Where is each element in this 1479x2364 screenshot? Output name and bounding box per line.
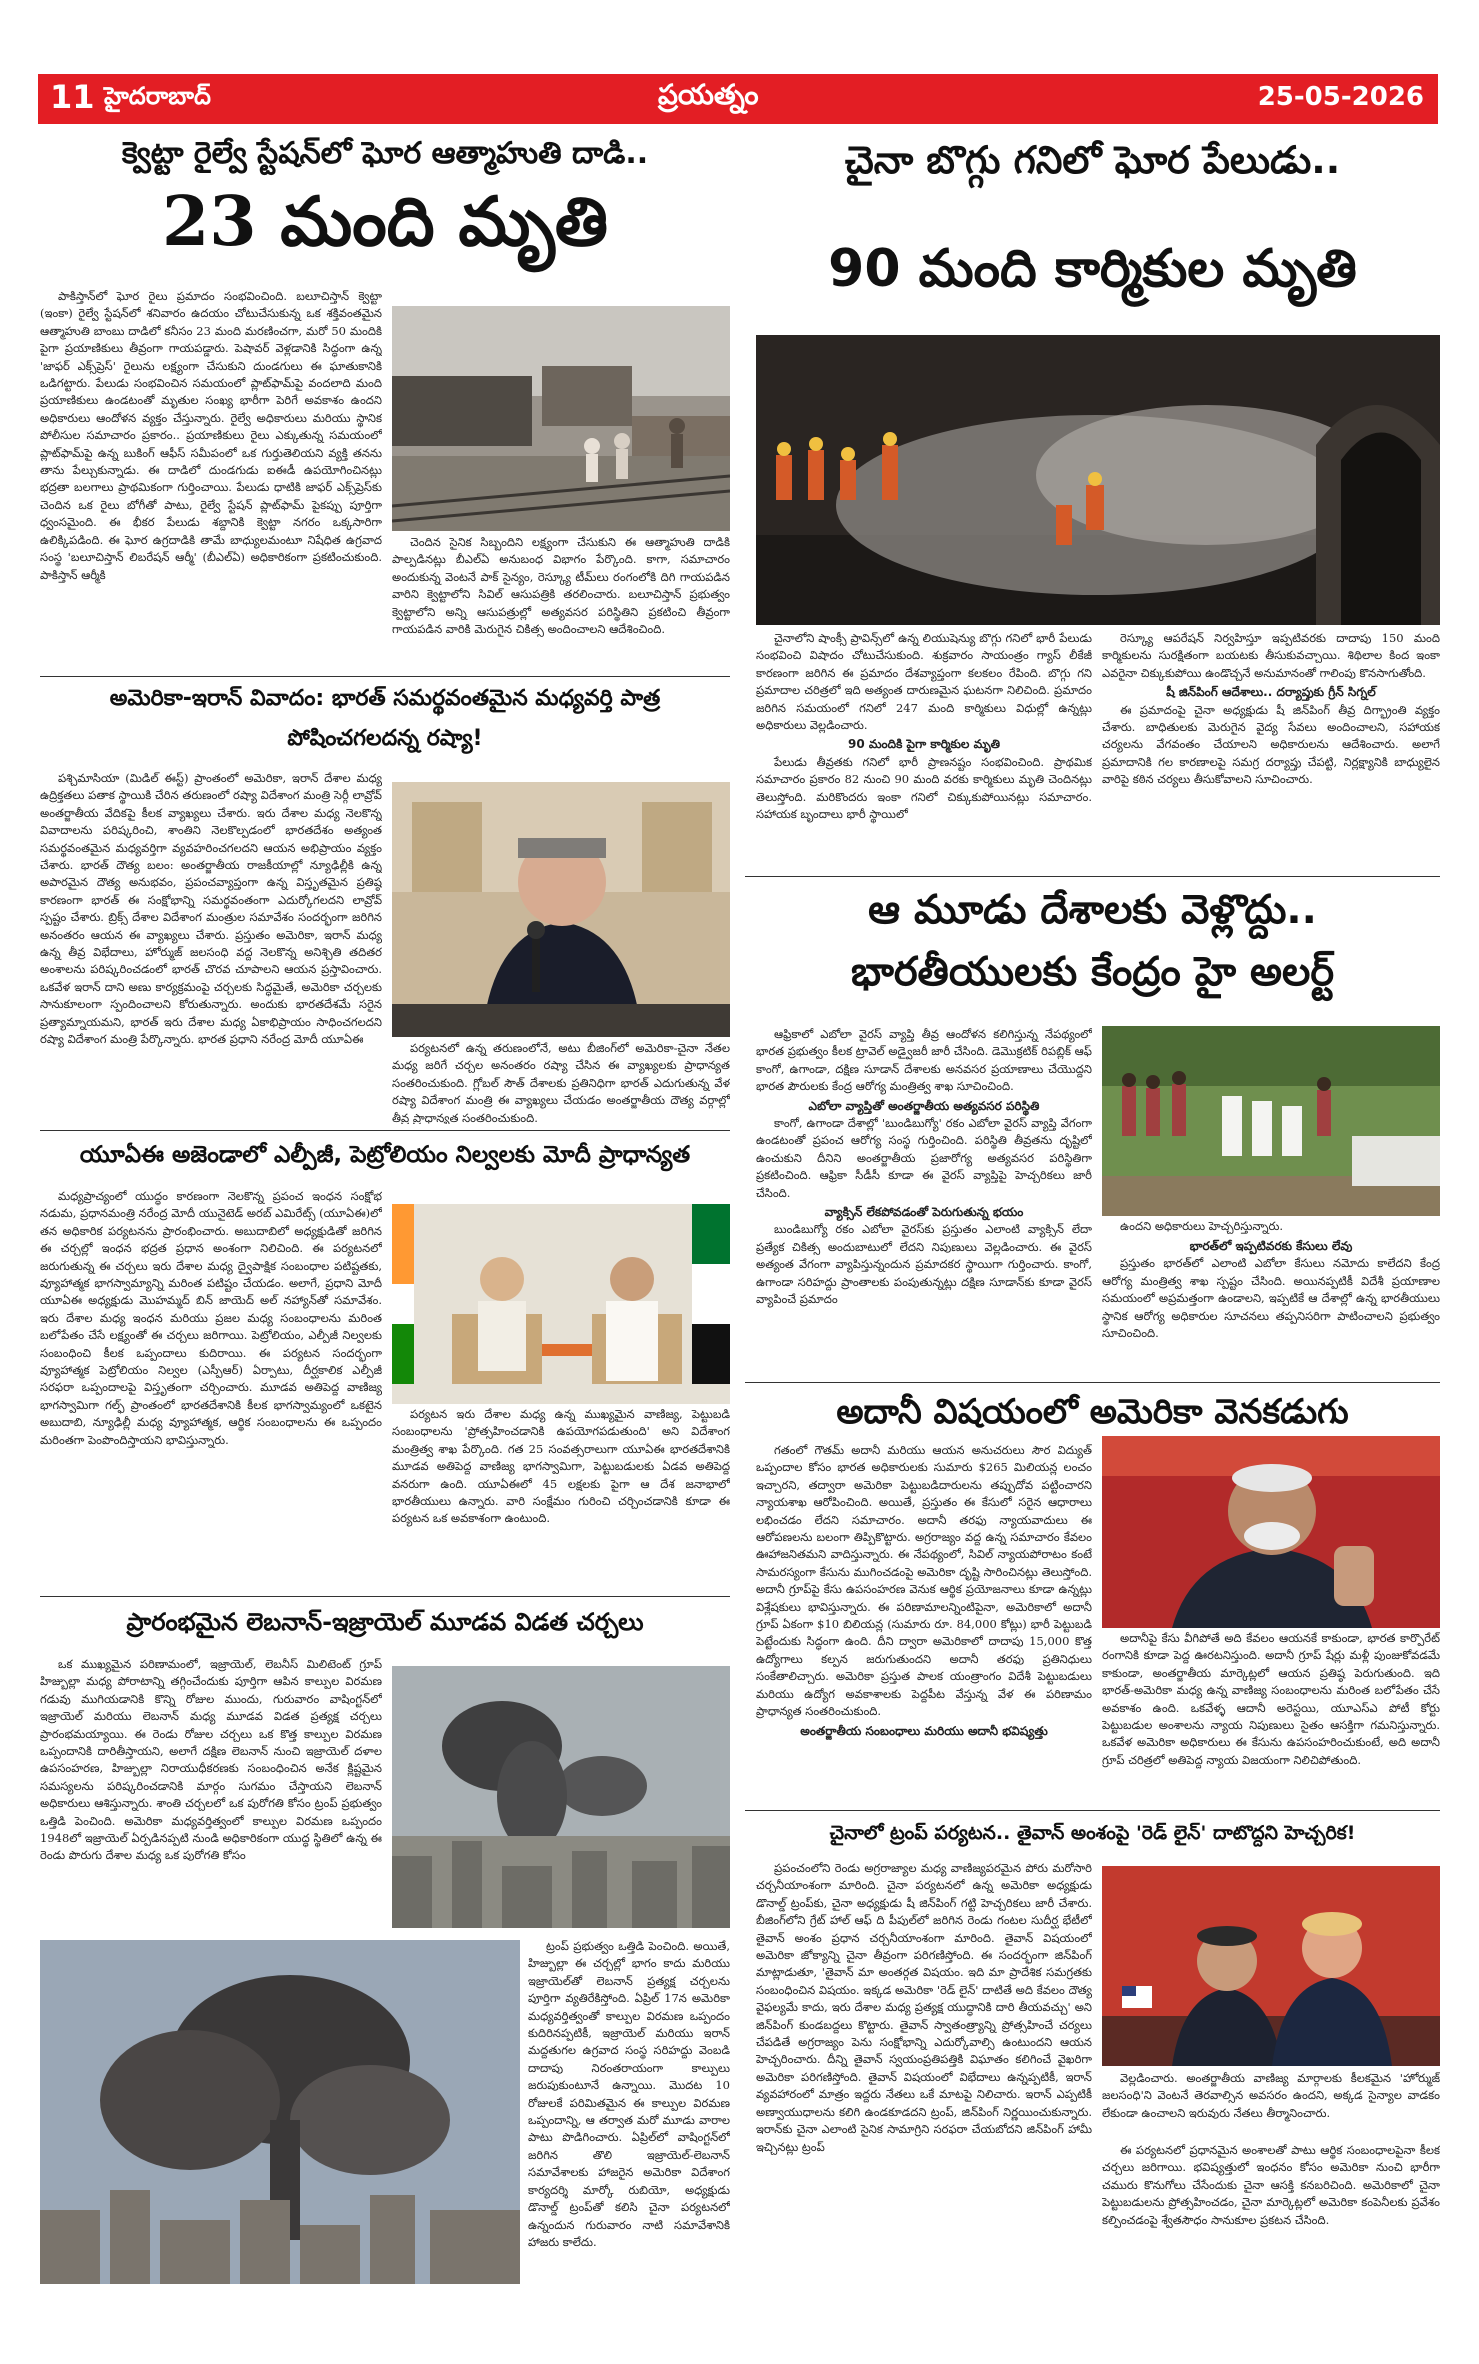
- adani-col1-text: గతంలో గౌతమ్ అదానీ మరియు ఆయన అనుచరులు సౌర విద్యుత్ ఒప్పందాల కోసం భారత అధికారులకు సుమారు $265 మిలియన్ల లంచం ఇచ్చారని, తద్వారా అమెరికా పెట్టుబడిదారులను తప్పుదోవ పట్టించారని న్యాయశాఖ ఆరోపించింది. అయితే, ప్రస్తుతం ఈ కేసులో సరైన ఆధారాలు లభించడం లేదని సమాచారం. అదానీ తరఫు న్యాయవాదులు ఈ ఆరోపణలను బలంగా తిప్పికొట్టారు. అగ్రరాజ్యం వద్ద ఉన్న సమాచారం కేవలం ఊహాజనితమని వాదిస్తున్నారు. ఈ నేపథ్యంలో, సివిల్ న్యాయపోరాటం కంటే సామరస్యంగా కేసును ముగించడంపై అమెరికా దృష్టి సారించినట్లు తెలుస్తోంది. అదానీ గ్రూప్‌పై కేసు ఉపసంహరణ వెనుక ఆర్థిక ప్రయోజనాలు కూడా ఉన్నట్లు విశ్లేషకులు భావిస్తున్నారు. ఈ పరిణామాలన్నింటిపైనా, అమెరికాలో అదానీ గ్రూప్ ఏకంగా $10 బిలియన్ల (సుమారు రూ. 84,000 కోట్లు) భారీ పెట్టుబడి పెట్టేందుకు సిద్ధంగా ఉంది. దీని ద్వారా అమెరికాలో దాదాపు 15,000 కొత్త ఉద్యోగాలు కల్పన జరుగుతుందని అదానీ తరఫు ప్రతినిధులు సంకేతాలిచ్చారు. అమెరికా ప్రస్తుత పాలక యంత్రాంగం విదేశీ పెట్టుబడులు మరియు ఉద్యోగ అవకాశాలకు పెద్దపీట వేస్తున్న వేళ ఈ పరిణామం ప్రాధాన్యత సంతరించుకుంది.: [756, 1443, 1092, 1719]
- china-mine-col2b-text: ఈ ప్రమాదంపై చైనా అధ్యక్షుడు షీ జిన్‌పింగ్ తీవ్ర దిగ్భ్రాంతి వ్యక్తం చేశారు. బాధితులకు మెరుగైన వైద్య సేవలు అందించాలని, సహాయక చర్యలను వేగవంతం చేయాలని అధికారులను ఆదేశించారు. అలాగే ప్రమాదానికి గల కారణాలపై సమగ్ర దర్యాప్తు చేపట్టి, నిర్లక్ష్యానికి బాధ్యులైన వారిపై కఠిన చర్యలు తీసుకోవాలని సూచించారు.: [1102, 702, 1440, 787]
- quetta-photo: [392, 306, 730, 531]
- uae-caption-text: పర్యటన ఇరు దేశాల మధ్య ఉన్న ముఖ్యమైన వాణిజ్య, పెట్టుబడి సంబంధాలను 'ప్రోత్సహించడానికి ఉపయోగపడుతుంది' అని విదేశాంగ మంత్రిత్వ శాఖ పేర్కొంది. గత 25 సంవత్సరాలుగా యూఏఈ భారతదేశానికి మూడవ అతిపెద్ద వాణిజ్య భాగస్వామిగా, పెట్టుబడులకు ఏడవ అతిపెద్ద వనరుగా ఉంది. యూఏఈలో 45 లక్షలకు పైగా ఆ దేశ జనాభాలో భారతీయులు ఉన్నారు. వారి సంక్షేమం గురించి చర్చించడానికి కూడా ఈ పర్యటన ఒక అవకాశంగా ఉంటుంది.: [392, 1407, 730, 1526]
- africa-col1c-text: బుండిబుగ్యో రకం ఎబోలా వైరస్‌కు ప్రస్తుతం ఎలాంటి వ్యాక్సిన్ లేదా ప్రత్యేక చికిత్స అందుబాటులో లేదని నిపుణులు వెల్లడించారు. ఈ వైరస్ అత్యంత వేగంగా వ్యాపిస్తున్నందున ప్రమాదకర స్థాయిగా గుర్తించారు. కాంగో, ఉగాండా సరిహద్దు ప్రాంతాలకు పంపుతున్నట్లు దక్షిణ సూడాన్‌కు కూడా వైరస్ వ్యాపించే ప్రమాదం: [756, 1222, 1092, 1307]
- lebanon-photo-2: [40, 1940, 520, 2284]
- adani-caption-text: అదానీపై కేసు వీగిపోతే అది కేవలం ఆయనకే కాకుండా, భారత కార్పొరేట్ రంగానికి కూడా పెద్ద ఊరటనిస్తుంది. అదానీ గ్రూప్ షేర్లు మళ్లీ పుంజుకోవడమే కాకుండా, అంతర్జాతీయ మార్కెట్లలో ఆయన ప్రతిష్ఠ పెరుగుతుంది. ఇది భారత్-అమెరికా మధ్య ఉన్న వాణిజ్య సంబంధాలను మరింత బలోపేతం చేసే అవకాశం ఉంది. ఒకవేళ్ళ ఆదానీ అరెస్టయి, యూఎస్ఎ పోటీ కోర్టు పెట్టుబడుల అంశాలను న్యాయ నిపుణులు సైతం ఆసక్తిగా గమనిస్తున్నారు. ఒకవేళ అమెరికా అధికారులు ఈ కేసును ఉపసంహరించుకుంటే, అది అదానీ గ్రూప్ చరిత్రలో అతిపెద్ద న్యాయ విజయంగా నిలిచిపోతుంది.: [1102, 1631, 1440, 1767]
- russia-headline-2: పోషించగలదన్న రష్యా!: [287, 726, 483, 751]
- uae-body-text: మధ్యప్రాచ్యంలో యుద్ధం కారణంగా నెలకొన్న ప్రపంచ ఇంధన సంక్షోభ నడుమ, ప్రధానమంత్రి నరేంద్ర మోదీ యునైటెడ్ అరబ్ ఎమిరేట్స్ (యూఏఈ)లో తన అధికారిక పర్యటనను ప్రారంభించారు. అబుదాబిలో అధ్యక్షుడితో జరిగిన ఈ చర్చల్లో ఇంధన భద్రత ప్రధాన అంశంగా నిలిచింది. ఈ పర్యటనలో జరుగుతున్న ఈ చర్చలు ఇరు దేశాల మధ్య ద్వైపాక్షిక సంబంధాల పటిష్టతకు, వ్యూహాత్మక భాగస్వామ్యాన్ని మరింత పటిష్టం చేయడం. అలాగే, ప్రధాని మోదీ యూఏఈ అధ్యక్షుడు మొహమ్మద్ బిన్ జాయెద్ అల్ నహ్యాన్‌తో సమావేశం. ఇరు దేశాల మధ్య ఇంధన మరియు ప్రజల మధ్య సంబంధాలను మరింత బలోపేతం చేసే లక్ష్యంతో ఈ చర్చలు జరిగాయి. పెట్రోలియం, ఎల్పీజీ నిల్వలకు సంబంధించి కీలక ఒప్పందాలు కుదిరాయి. ఈ పర్యటన సందర్భంగా వ్యూహాత్మక పెట్రోలియం నిల్వల (ఎస్పీఆర్) ఏర్పాటు, దీర్ఘకాలిక ఎల్పీజీ సరఫరా ఒప్పందాలపై విస్తృతంగా చర్చించారు. మూడవ అతిపెద్ద వాణిజ్య భాగస్వామిగా గల్ఫ్ ప్రాంతంలో భారతదేశానికి కీలక భాగస్వామ్యంలో ఒకటైన అబుదాబి, న్యూఢిల్లీ మధ్య వ్యూహాత్మక, ఆర్థిక సంబంధాలను ఈ ఒప్పందం మరింతగా పెంపొందిస్తాయని భావిస్తున్నారు.: [40, 1189, 382, 1447]
- china-mine-col2-subhead: షీ జిన్‌పింగ్ ఆదేశాలు.. దర్యాప్తుకు గ్రీన్ సిగ్నల్: [1166, 685, 1376, 700]
- africa-headline: ఆ మూడు దేశాలకు వెళ్లొద్దు..: [868, 887, 1317, 933]
- russia-body-text: పశ్చిమాసియా (మిడిల్ ఈస్ట్) ప్రాంతంలో అమెరికా, ఇరాన్ దేశాల మధ్య ఉద్రిక్తతలు పతాక స్థాయికి చేరిన తరుణంలో రష్యా విదేశాంగ మంత్రి సెర్గీ లావ్రోవ్ అంతర్జాతీయ వేదికపై కీలక వ్యాఖ్యలు చేశారు. ఇరు దేశాల మధ్య నెలకొన్న వివాదాలను పరిష్కరించి, శాంతిని నెలకొల్పడంలో భారతదేశం అత్యంత సమర్థవంతమైన మధ్యవర్తిగా వ్యవహరించగలదని ఆయన అభిప్రాయం వ్యక్తం చేశారు. భారత్ దౌత్య బలం: అంతర్జాతీయ రాజకీయాల్లో న్యూఢిల్లీకి ఉన్న అపారమైన దౌత్య అనుభవం, ప్రపంచవ్యాప్తంగా ఉన్న విస్తృతమైన ప్రతిష్ఠ కారణంగా భారత్ ఈ సంక్షోభాన్ని సమర్థవంతంగా ఎదుర్కోగలదని లావ్రోవ్ స్పష్టం చేశారు. బ్రిక్స్ దేశాల విదేశాంగ మంత్రుల సమావేశం సందర్భంగా జరిగిన అనంతరం ఆయన ఈ వ్యాఖ్యలు చేశారు. ప్రస్తుతం అమెరికా, ఇరాన్ మధ్య ఉన్న తీవ్ర విభేదాలు, హోర్ముజ్ జలసంధి వద్ద నెలకొన్న అనిశ్చితి తదితర అంశాలను పరిష్కరించడంలో భారత్ చొరవ చూపాలని ఆయన ప్రస్తావించారు. ఒకవేళ ఇరాన్ దాని అణు కార్యక్రమంపై చర్చలకు సిద్ధమైతే, అమెరికా చర్చలకు సానుకూలంగా స్పందించాలని కోరుతున్నారు. అందుకు భారతదేశమే సరైన ప్రత్యామ్నాయమని, భారత్ ఇరు దేశాల మధ్య ఏకాభిప్రాయం సాధించగలదని రష్యా విదేశాంగ మంత్రి పేర్కొన్నారు. భారత ప్రధాని నరేంద్ర మోదీ యూఏఈ: [40, 771, 382, 1047]
- china-mine-photo: [756, 335, 1440, 625]
- trump-china-caption-text: వెల్లడించారు. అంతర్జాతీయ వాణిజ్య మార్గాలకు కీలకమైన 'హోర్ముజ్ జలసంధి'ని వెంటనే తెరవాల్సిన అవసరం ఉందని, అక్కడ సైన్యాల వాడకం లేకుండా ఉంచాలని ఇరువురు నేతలు తీర్మానించారు.: [1102, 2071, 1440, 2120]
- divider: [745, 1810, 1440, 1811]
- edition-city: హైదరాబాద్: [104, 82, 211, 110]
- trump-china-col2: [1102, 2142, 1440, 2284]
- africa-col2: [1102, 1238, 1440, 1376]
- trump-china-headline: చైనాలో ట్రంప్ పర్యటన.. తైవాన్ అంశంపై 'రెడ్ లైన్' దాటొద్దని హెచ్చరిక!: [829, 1822, 1356, 1844]
- uae-body: [40, 1188, 382, 1588]
- africa-photo: [1102, 1026, 1440, 1216]
- lebanon-body2-text: ట్రంప్ ప్రభుత్వం ఒత్తిడి పెంచింది. అయితే, హిజ్బుల్లా ఈ చర్చల్లో భాగం కాదు మరియు ఇజ్రాయెల్‌తో లెబనాన్ ప్రత్యక్ష చర్చలను పూర్తిగా వ్యతిరేకిస్తోంది. ఏప్రిల్ 17న అమెరికా మధ్యవర్తిత్వంతో కాల్పుల విరమణ ఒప్పందం కుదిరినప్పటికీ, ఇజ్రాయెల్ మరియు ఇరాన్ మద్దతుగల ఉగ్రవాద సంస్థ సరిహద్దు వెంబడి దాదాపు నిరంతరాయంగా కాల్పులు జరుపుకుంటూనే ఉన్నాయి. మొదట 10 రోజులకే పరిమితమైన ఈ కాల్పుల విరమణ ఒప్పందాన్ని, ఆ తర్వాత మరో మూడు వారాల పాటు పొడిగించారు. ఏప్రిల్‌లో వాషింగ్టన్‌లో జరిగిన తొలి ఇజ్రాయెల్-లెబనాన్ సమావేశాలకు హాజరైన అమెరికా విదేశాంగ కార్యదర్శి మార్కో రుబియో, అధ్యక్షుడు డొనాల్డ్ ట్రంప్‌తో కలిసి చైనా పర్యటనలో ఉన్నందున గురువారం నాటి సమావేశానికి హాజరు కాలేదు.: [528, 1939, 730, 2249]
- adani-headline: అదానీ విషయంలో అమెరికా వెనకడుగు: [836, 1392, 1349, 1432]
- africa-col1: [756, 1026, 1092, 1376]
- trump-china-col2-text: ఈ పర్యటనలో ప్రధానమైన అంశాలతో పాటు ఆర్థిక సంబంధాలపైనా కీలక చర్చలు జరిగాయి. భవిష్యత్తులో ఇంధనం కోసం అమెరికా నుంచి భారీగా చమురు కొనుగోలు చేసేందుకు చైనా ఆసక్తి కనబరిచింది. అమెరికాలో చైనా పెట్టుబడులను ప్రోత్సహించడం, చైనా మార్కెట్లలో అమెరికా కంపెనీలకు ప్రవేశం కల్పించడంపై శ్వేతసౌధం సానుకూల ప్రకటన చేసింది.: [1102, 2143, 1440, 2227]
- uae-headline: యూఏఈ అజెండాలో ఎల్పీజీ, పెట్రోలియం నిల్వలకు మోదీ ప్రాధాన్యత: [79, 1142, 691, 1168]
- china-mine-col2-text: రెస్క్యూ ఆపరేషన్ నిర్వహిస్తూ ఇప్పటివరకు దాదాపు 150 మంది కార్మికులను సురక్షితంగా బయటకు తీసుకువచ్చాయి. శిథిలాల కింద ఇంకా ఎవరైనా చిక్కుకుపోయి ఉండొచ్చనే అనుమానంతో గాలింపు కొనసాగుతోంది.: [1102, 631, 1440, 680]
- issue-date: 25-05-2026: [1257, 82, 1424, 112]
- divider: [40, 676, 730, 677]
- quetta-headline: క్వెట్టా రైల్వే స్టేషన్‌లో ఘోర ఆత్మాహుతి దాడి..: [121, 136, 649, 171]
- africa-headline-2: భారతీయులకు కేంద్రం హై అలర్ట్: [850, 949, 1335, 995]
- china-mine-col2: [1102, 630, 1440, 872]
- africa-caption-text: ఉందని అధికారులు హెచ్చరిస్తున్నారు.: [1120, 1219, 1283, 1233]
- adani-caption: [1102, 1630, 1440, 1802]
- trump-china-col1-text: ప్రపంచంలోని రెండు అగ్రరాజ్యాల మధ్య వాణిజ్యపరమైన పోరు మరోసారి చర్చనీయాంశంగా మారింది. చైనా పర్యటనలో ఉన్న అమెరికా అధ్యక్షుడు డొనాల్డ్ ట్రంప్‌కు, చైనా అధ్యక్షుడు షీ జిన్‌పింగ్ గట్టి హెచ్చరికలు జారీ చేశారు. బీజింగ్‌లోని గ్రేట్ హాల్ ఆఫ్ ది పీపుల్‌లో జరిగిన రెండు గంటల సుదీర్ఘ భేటీలో తైవాన్ అంశం ప్రధాన చర్చనీయాంశంగా మారింది. తైవాన్ విషయంలో అమెరికా జోక్యాన్ని చైనా తీవ్రంగా పరిగణిస్తోంది. ఈ సందర్భంగా జిన్‌పింగ్ మాట్లాడుతూ, 'తైవాన్ మా అంతర్గత విషయం. ఇది మా ప్రాదేశిక సమగ్రతకు సంబంధించిన విషయం. ఇక్కడ అమెరికా 'రెడ్ లైన్' దాటితే అది కేవలం దౌత్య వైఫల్యమే కాదు, ఇరు దేశాల మధ్య ప్రత్యక్ష యుద్ధానికి దారి తీయవచ్చు' అని జిన్‌పింగ్ కుండబద్దలు కొట్టారు. తైవాన్ స్వాతంత్ర్యాన్ని ప్రోత్సహించే చర్యలు చేపడితే అగ్రరాజ్యం పెను సంక్షోభాన్ని ఎదుర్కోవాల్సి ఉంటుందని ఆయన హెచ్చరించారు. దీన్ని తైవాన్ స్వయంప్రతిపత్తికి విఘాతం కలిగించే వైఖరిగా అమెరికా పరిగణిస్తోంది. తైవాన్ విషయంలో విభేదాలు ఉన్నప్పటికీ, ఇరాన్ వ్యవహారంలో మాత్రం ఇద్దరు నేతలు ఒకే మాటపై నిలిచారు. ఇరాన్ ఎప్పటికీ అణ్వాయుధాలను కలిగి ఉండకూడదని ట్రంప్, జిన్‌పింగ్ నిర్ణయించుకున్నారు. ఇరాన్‌కు చైనా ఎలాంటి సైనిక సామాగ్రిని సరఫరా చేయబోదని జిన్‌పింగ్ హామీ ఇచ్చినట్లు ట్రంప్: [756, 1861, 1092, 2154]
- divider: [745, 1382, 1440, 1383]
- china-mine-col1-subhead: 90 మందికి పైగా కార్మికుల మృతి: [847, 737, 1001, 752]
- russia-photo: [392, 782, 730, 1037]
- trump-china-caption: [1102, 2070, 1440, 2140]
- quetta-caption-text: చెందిన సైనిక సిబ్బందిని లక్ష్యంగా చేసుకుని ఈ ఆత్మాహుతి దాడికి పాల్పడినట్లు బీఎల్ఏ అనుబంధ విభాగం పేర్కొంది. కాగా, సమాచారం అందుకున్న వెంటనే పాక్ సైన్యం, రెస్క్యూ టీమ్‌లు రంగంలోకి దిగి గాయపడిన వారిని క్వెట్టాలోని సివిల్ ఆసుపత్రికి తరలించారు. బలూచిస్తాన్ ప్రభుత్వం క్వెట్టాలోని అన్ని ఆసుపత్రుల్లో అత్యవసర పరిస్థితిని ప్రకటించి తీవ్రంగా గాయపడిన వారికి మెరుగైన చికిత్స అందించాలని ఆదేశించింది.: [392, 535, 730, 637]
- lebanon-photo: [392, 1666, 730, 1928]
- quetta-headline-main: 23 మంది మృతి: [161, 182, 609, 262]
- page-number: 11: [50, 78, 95, 116]
- lebanon-body: [40, 1656, 382, 1932]
- uae-caption: [392, 1406, 730, 1588]
- trump-china-col1: [756, 1860, 1092, 2284]
- adani-col1-subhead: అంతర్జాతీయ సంబంధాలు మరియు అదానీ భవిష్యత్తు: [800, 1723, 1048, 1738]
- masthead-bar: [38, 74, 1438, 124]
- africa-col1-subhead: ఎబోలా వ్యాప్తితో అంతర్జాతీయ అత్యవసర పరిస్థితి: [808, 1098, 1040, 1113]
- russia-caption-text: పర్యటనలో ఉన్న తరుణంలోనే, అటు బీజింగ్‌లో అమెరికా-చైనా నేతల మధ్య జరిగే చర్చల అనంతరం రష్యా చేసిన ఈ వ్యాఖ్యలకు ప్రాధాన్యత సంతరించుకుంది. గ్లోబల్ సౌత్ దేశాలకు ప్రతినిధిగా భారత్ ఎదుగుతున్న వేళ రష్యా విదేశాంగ మంత్రి ఈ వ్యాఖ్యలు చేయడం అంతర్జాతీయ దౌత్య వర్గాల్లో తీవ్ర ప్రాధాన్యత సంతరించుకుంది.: [392, 1041, 730, 1124]
- china-mine-headline-main: 90 మంది కార్మికుల మృతి: [828, 239, 1357, 299]
- divider: [40, 1130, 730, 1131]
- lebanon-headline: ప్రారంభమైన లెబనాన్-ఇజ్రాయెల్ మూడవ విడత చర్చలు: [126, 1608, 644, 1636]
- uae-photo: [392, 1204, 730, 1404]
- adani-photo: [1102, 1436, 1440, 1628]
- quetta-body-text: పాకిస్తాన్‌లో ఘోర రైలు ప్రమాదం సంభవించింది. బలూచిస్తాన్ క్వెట్టా (ఇంకా) రైల్వే స్టేషన్‌లో శనివారం ఉదయం చోటుచేసుకున్న ఒక శక్తివంతమైన ఆత్మాహుతి బాంబు దాడిలో కనీసం 23 మంది మరణించగా, మరో 50 మందికి పైగా ప్రయాణికులు తీవ్రంగా గాయపడ్డారు. పెషావర్ వెళ్లడానికి సిద్ధంగా ఉన్న 'జాఫర్ ఎక్స్‌ప్రెస్' రైలును లక్ష్యంగా చేసుకుని దుండగులు ఈ ఘాతుకానికి ఒడిగట్టారు. పేలుడు సంభవించిన సమయంలో ప్లాట్‌ఫామ్‌పై వందలాది మంది ప్రయాణికులు ఉండటంతో మృతుల సంఖ్య భారీగా పెరిగే అవకాశం ఉందని అధికారులు ఆందోళన వ్యక్తం చేస్తున్నారు. రైల్వే అధికారులు మరియు స్థానిక పోలీసుల సమాచారం ప్రకారం.. ప్రయాణికులు రైలు ఎక్కుతున్న సమయంలో ప్లాట్‌ఫామ్‌పై ఉన్న బుకింగ్ ఆఫీస్ సమీపంలో ఒక గుర్తుతెలియని వ్యక్తి తనను తాను పేల్చుకున్నాడు. ఈ దాడిలో దుండగుడు ఐఈడీ ఉపయోగించినట్లు భద్రతా బలగాలు ప్రాథమికంగా గుర్తించాయి. పేలుడు ధాటికి జాఫర్ ఎక్స్‌ప్రెస్‌కు చెందిన ఒక రైలు బోగీతో పాటు, రైల్వే స్టేషన్ ప్లాట్‌ఫామ్ పైకప్పు పూర్తిగా ధ్వంసమైంది. ఈ భీకర పేలుడు శబ్దానికి క్వెట్టా నగరం ఒక్కసారిగా ఉలిక్కిపడింది. ఈ ఘోర ఉగ్రదాడికి తామే బాధ్యులమంటూ నిషేధిత ఉగ్రవాద సంస్థ 'బలూచిస్తాన్ లిబరేషన్ ఆర్మీ' (బీఎల్ఏ) అధికారికంగా ప్రకటించుకుంది. పాకిస్తాన్ ఆర్మీకి: [40, 289, 382, 582]
- adani-col1: [756, 1442, 1092, 1802]
- china-mine-headline: చైనా బొగ్గు గనిలో ఘోర పేలుడు..: [844, 138, 1341, 182]
- china-mine-col1b-text: పేలుడు తీవ్రతకు గనిలో భారీ ప్రాణనష్టం సంభవించింది. ప్రాథమిక సమాచారం ప్రకారం 82 నుంచి 90 మంది వరకు కార్మికులు మృతి చెందినట్లు తెలుస్తోంది. మరికొందరు ఇంకా గనిలో చిక్కుకుపోయినట్లు సమాచారం. సహాయక బృందాలు భారీ స్థాయిలో: [756, 754, 1092, 822]
- russia-caption: [392, 1040, 730, 1124]
- africa-col2-text: ప్రస్తుతం భారత్‌లో ఎలాంటి ఎబోలా కేసులు నమోదు కాలేదని కేంద్ర ఆరోగ్య మంత్రిత్వ శాఖ స్పష్టం చేసింది. అయినప్పటికీ విదేశీ ప్రయాణాల సమయంలో అప్రమత్తంగా ఉండాలని, ఇప్పటికే ఆ దేశాల్లో ఉన్న భారతీయులు స్థానిక ఆరోగ్య అధికారుల సూచనలు తప్పనిసరిగా పాటించాలని ప్రభుత్వం సూచించింది.: [1102, 1256, 1440, 1341]
- africa-col1-text: ఆఫ్రికాలో ఎబోలా వైరస్ వ్యాప్తి తీవ్ర ఆందోళన కలిగిస్తున్న నేపథ్యంలో భారత ప్రభుత్వం కీలక ట్రావెల్ అడ్వైజరీ జారీ చేసింది. డెమొక్రటిక్ రిపబ్లిక్ ఆఫ్ కాంగో, ఉగాండా, దక్షిణ సూడాన్ దేశాలకు అనవసర ప్రయాణాలు చేయొద్దని భారత పౌరులకు కేంద్ర ఆరోగ్య మంత్రిత్వ శాఖ సూచించింది.: [756, 1027, 1092, 1094]
- divider: [745, 876, 1440, 877]
- china-mine-col1: [756, 630, 1092, 872]
- lebanon-body-2: [528, 1938, 730, 2284]
- divider: [40, 1596, 730, 1597]
- africa-col2-subhead: భారత్‌లో ఇప్పటివరకు కేసులు లేవు: [1189, 1239, 1353, 1253]
- paper-name: ప్రయత్నం: [658, 78, 759, 111]
- africa-caption: [1102, 1218, 1440, 1236]
- russia-body: [40, 770, 382, 1120]
- trump-china-photo: [1102, 1866, 1440, 2066]
- africa-col1b-text: కాంగో, ఉగాండా దేశాల్లో 'బుండిబుగ్యో' రకం ఎబోలా వైరస్ వ్యాప్తి వేగంగా ఉండటంతో ప్రపంచ ఆరోగ్య సంస్థ గుర్తించింది. పరిస్థితి తీవ్రతను దృష్టిలో ఉంచుకుని దీనిని అంతర్జాతీయ ప్రజారోగ్య అత్యవసర పరిస్థితిగా ప్రకటించింది. ఆఫ్రికా సీడీసీ కూడా ఈ వైరస్ వ్యాప్తిపై హెచ్చరికలు జారీ చేసింది.: [756, 1116, 1092, 1200]
- africa-col1-subhead-2: వ్యాక్సిన్ లేకపోవడంతో పెరుగుతున్న భయం: [824, 1205, 1024, 1220]
- china-mine-col1-text: చైనాలోని షాంక్సీ ప్రావిన్స్‌లో ఉన్న లియుషెన్యు బొగ్గు గనిలో భారీ పేలుడు సంభవించి విషాదం చోటుచేసుకుంది. శుక్రవారం సాయంత్రం గ్యాస్ లీకేజీ కారణంగా జరిగిన ఈ ప్రమాదం దేశవ్యాప్తంగా కలకలం రేపింది. బొగ్గు గని ప్రమాదాల చరిత్రలో ఇది అత్యంత దారుణమైన ఘటనగా నిలిచింది. ప్రమాదం జరిగిన సమయంలో గనిలో 247 మంది కార్మికులు విధుల్లో ఉన్నట్లు అధికారులు వెల్లడించారు.: [756, 631, 1092, 733]
- lebanon-body-text: ఒక ముఖ్యమైన పరిణామంలో, ఇజ్రాయెల్, లెబనీస్ మిలిటెంట్ గ్రూప్ హిజ్బుల్లా మధ్య పోరాటాన్ని తగ్గించేందుకు పూర్తిగా ఆపిన కాల్పుల విరమణ గడువు ముగియడానికి కొన్ని రోజుల ముందు, గురువారం వాషింగ్టన్‌లో ఇజ్రాయెల్ మరియు లెబనాన్ మధ్య మూడవ విడత ప్రత్యక్ష చర్చలు ప్రారంభమయ్యాయి. ఈ రెండు రోజుల చర్చలు ఒక కొత్త కాల్పుల విరమణ ఒప్పందానికి దారితీస్తాయని, అలాగే దక్షిణ లెబనాన్ నుంచి ఇజ్రాయెల్ దళాల ఉపసంహరణ, హిజ్బుల్లా నిరాయుధీకరణకు సంబంధించిన అనేక క్లిష్టమైన సమస్యలను పరిష్కరించడానికి మార్గం సుగమం చేస్తాయని లెబనాన్ అధికారులు ఆశిస్తున్నారు. శాంతి చర్చలలో ఒక పురోగతి కోసం ట్రంప్ ప్రభుత్వం ఒత్తిడి పెంచింది. అమెరికా మధ్యవర్తిత్వంలో కాల్పుల విరమణ ఒప్పందం 1948లో ఇజ్రాయెల్ ఏర్పడినప్పటి నుండి అధికారికంగా యుద్ధ స్థితిలో ఉన్న ఈ రెండు పొరుగు దేశాల మధ్య ఒక పురోగతి కోసం: [40, 1657, 382, 1863]
- quetta-body: [40, 288, 382, 666]
- quetta-caption: [392, 534, 730, 666]
- russia-headline: అమెరికా-ఇరాన్ వివాదం: భారత్ సమర్థవంతమైన మధ్యవర్తి పాత్ర: [109, 686, 661, 711]
